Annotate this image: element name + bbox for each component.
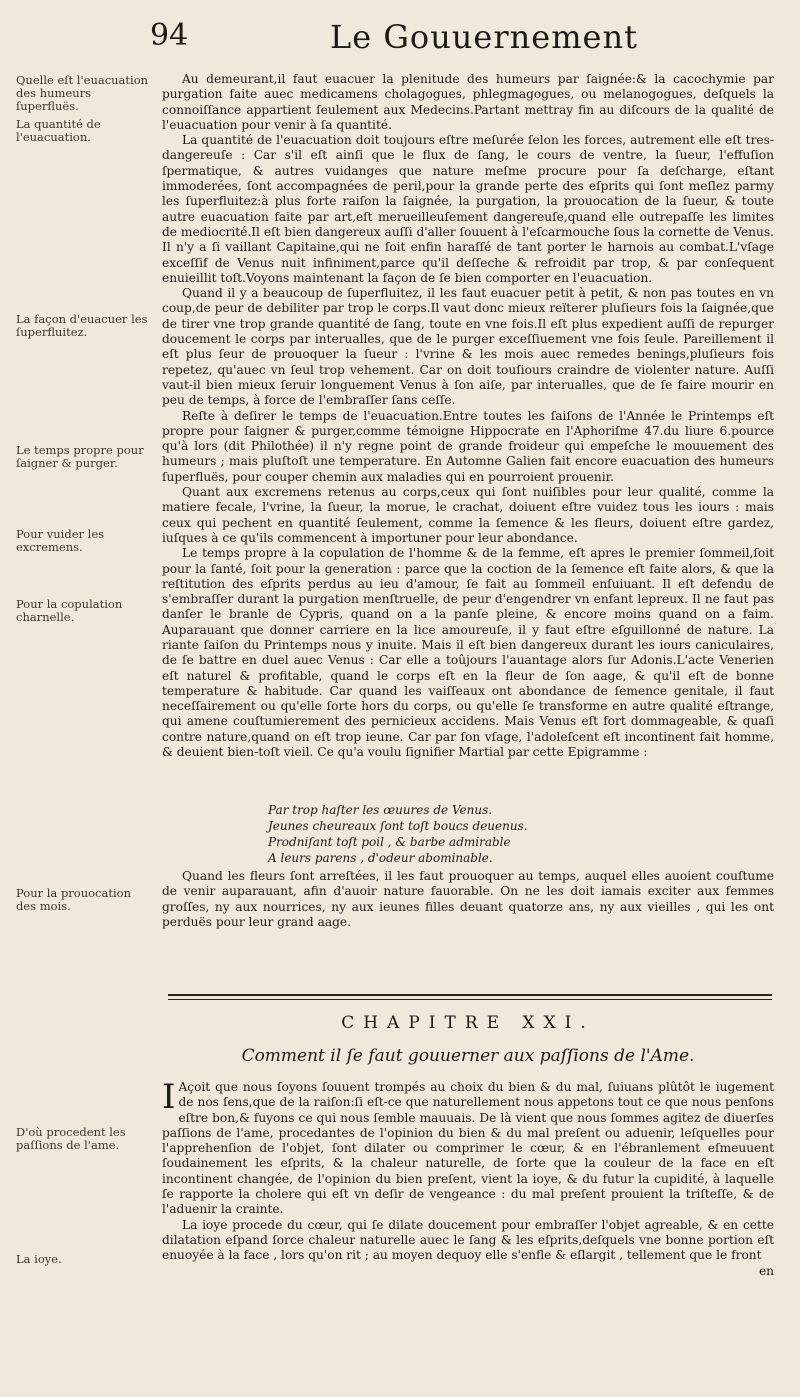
verse-line: A leurs parens , d'odeur abominable. <box>268 851 493 865</box>
margin-note: Pour vuider les excremens. <box>16 527 105 554</box>
chapter-heading: CHAPITRE XXI. <box>341 1013 595 1033</box>
verse-line: Par trop haſter les œuures de Venus. <box>268 803 493 817</box>
running-title: Le Gouuernement <box>330 18 638 56</box>
catchword: en <box>758 1263 774 1278</box>
margin-note: La ioye. <box>16 1252 62 1266</box>
margin-note: D'où procedent les paſſions de l'ame. <box>16 1125 126 1152</box>
paragraph: Le temps propre à la copulation de l'homme & de la femme, eſt apres le premier ſommeil,ſoit pour la ſanté, ſoit pour la generation : parce que la coction de la ſemence eſt faite alors, & que la reſtitution des eſprits perdus au ieu d'amour, ſe fait au ſommeil enſuiuant. Il eſt defendu de s'embraſſer durant la purgation menſtruelle, de peur d'engendrer vn enfant lepreux. Il ne faut pas danſer le branle de Cypris, quand on a la panſe pleine, & encore moins quand on a faim. Auparauant que donner carriere en la lice amoureuſe, il y faut eſtre eſguillonné de nature. La riante ſaiſon du Printemps nous y inuite. Mais il eſt bien dangereux durant les iours caniculaires, de ſe battre en duel auec Venus : Car elle a toûjours l'auantage alors ſur Adonis.L'acte Venerien eſt naturel & profitable, quand le corps eſt en la fleur de ſon aage, & qu'il eſt de bonne temperature & habitude. Car quand les vaiſſeaux ont abondance de ſemence genitale, il faut neceſſairement ou qu'elle ſorte hors du corps, ou qu'elle ſe transforme en autre qualité eſtrange, qui amene couſtumierement des pernicieux accidens. Mais Venus eſt fort dommageable, & quaſi contre nature,quand on eſt trop ieune. Car par ſon vſage, l'adoleſcent eſt incontinent fait homme, & deuient bien-toſt vieil. Ce qu'a voulu ſignifier Martial par cette Epigramme : <box>162 546 774 760</box>
paragraph: Quand les fleurs ſont arreſtées, il les faut prouoquer au temps, auquel elles auoient couſtume de venir auparauant, afin d'auoir nature fauorable. On ne les doit iamais exciter aux femmes groſſes, ny aux nourrices, ny aux ieunes filles deuant quatorze ans, ny aux vieilles , qui les ont perduës pour leur grand aage. <box>162 869 774 929</box>
paragraph: Quant aux excremens retenus au corps,ceux qui ſont nuiſibles pour leur qualité, comme la matiere fecale, l'vrine, la ſueur, la morue, le crachat, doiuent eſtre vuidez tous les iours : mais ceux qui pechent en quantité ſeulement, comme la ſemence & les fleurs, doiuent eſtre gardez, iuſques à ce qu'ils commencent à importuner pour leur abondance. <box>162 485 774 545</box>
page-number: 94 <box>150 18 189 53</box>
margin-note: La façon d'euacuer les ſuperfluitez. <box>16 312 148 339</box>
page-header <box>150 18 790 62</box>
divider-rule-thin <box>168 999 772 1000</box>
margin-note: Quelle eſt l'euacuation des humeurs ſuperfluës. <box>16 73 149 113</box>
divider-rule <box>168 994 772 996</box>
margin-note: Le temps propre pour ſaigner & purger. <box>16 443 144 470</box>
chapter-body <box>162 1077 774 1279</box>
margin-note: La quantité de l'euacuation. <box>16 117 101 144</box>
margin-note: Pour la copulation charnelle. <box>16 597 123 624</box>
paragraph: La ioye procede du cœur, qui ſe dilate doucement pour embraſſer l'objet agreable, & en cette dilatation eſpand ſorce chaleur naturelle auec le ſang & les eſprits,deſquels vne bonne portion eſt enuoyée à la face , lors qu'on rit ; au moyen dequoy elle s'enfle & eſlargit , tellement que le front <box>162 1217 774 1263</box>
verse-line: Jeunes cheureaux ſont toſt boucs deuenus. <box>268 819 528 833</box>
chapter-title: Comment il ſe faut gouuerner aux paſſions de l'Ame. <box>241 1046 695 1066</box>
margin-note: Pour la prouocation des mois. <box>16 886 131 913</box>
paragraph: Au demeurant,il faut euacuer la plenitude des humeurs par ſaignée:& la cacochymie par purgation faite auec medicamens cholagogues, phlegmagogues, ou melanogogues, deſquels la connoiſſance appartient ſeulement aux Medecins.Partant mettray fin au diſcours de la qualité de l'euacuation pour venir à ſa quantité. <box>162 72 774 132</box>
paragraph: La quantité de l'euacuation doit toujours eſtre meſurée ſelon les forces, autrement elle eſt tres-dangereuſe : Car s'il eſt ainſi que le flux de ſang, le cours de ventre, la ſueur, l'effuſion ſpermatique, & autres vuidanges que nature meſme procure pour ſa deſcharge, eſtant immoderées, ſont accompagnées de peril,pour la grande perte des eſprits qui ſont meſlez parmy les ſuperfluitez:à plus forte raiſon la ſaignée, la purgation, la prouocation de la ſueur, & toute autre euacuation faite par art,eſt merueilleuſement dangereuſe,quand elle outrepaſſe les limites de mediocrité.Il eſt bien dangereux auſſi d'aller ſouuent à l'eſcarmouche ſous la cornette de Venus. Il n'y a ſi vaillant Capitaine,qui ne ſoit enfin haraſſé de tant porter le harnois au combat.L'vſage exceſſif de Venus nuit infiniment,parce qu'il deſſeche & refroidit par trop, & par conſequent enuieillit toſt.Voyons maintenant la façon de ſe bien comporter en l'euacuation. <box>162 133 774 285</box>
epigram-verse <box>268 802 688 866</box>
drop-cap: I <box>162 1077 176 1117</box>
body-text <box>162 72 774 760</box>
paragraph: Quand il y a beaucoup de ſuperfluitez, il les faut euacuer petit à petit, & non pas toutes en vn coup,de peur de debiliter par trop le corps.Il vaut donc mieux reïterer pluſieurs fois la ſaignée,que de tirer vne trop grande quantité de ſang, toute en vne fois.Il eſt plus expedient auſſi de repurger doucement le corps par interualles, que de le purger exceſſiuement vne fois ſeule. Pareillement il eſt plus ſeur de prouoquer la ſueur : l'vrine & les mois auec remedes benings,pluſieurs fois repetez, qu'auec vn ſeul trop vehement. Car on doit touſiours craindre de violenter nature. Auſſi vaut-il bien mieux ſeruir longuement Venus à ſon aiſe, par interualles, que de ſe faire mourir en peu de temps, à force de l'embraſſer ſans ceſſe. <box>162 286 774 408</box>
paragraph-text: Açoit que nous ſoyons ſouuent trompés au choix du bien & du mal, ſuiuans plûtôt le iugement de nos ſens,que de la raiſon:ſi eſt-ce que naturellement nous appetons tout ce que nous penſons eſtre bon,& fuyons ce qui nous ſemble mauuais. De là vient que nous ſommes agitez de diuerſes paſſions de l'ame, procedantes de l'opinion du bien & du mal preſent ou aduenir, leſquelles pour l'apprehenſion de l'objet, ſont dilater ou comprimer le cœur, & en l'ébranlement eſmeuuent ſoudainement les eſprits, & la chaleur naturelle, de ſorte que la couleur de la face en eſt incontinent changée, de l'opinion du bien preſent, vient la ioye, & du futur la cupidité, à laquelle ſe rapporte la cholere qui eſt vn deſir de vengeance : du mal preſent prouient la triſteſſe, & de l'aduenir la crainte. <box>162 1080 774 1217</box>
body-text-after-verse <box>162 869 774 930</box>
paragraph: Reſte à deſirer le temps de l'euacuation.Entre toutes les ſaiſons de l'Année le Printemps eſt propre pour ſaigner & purger,comme témoigne Hippocrate en l'Aphoriſme 47.du liure 6.pource qu'à lors (dit Philothée) il n'y regne point de grande froideur qui empeſche le mouuement des humeurs ; mais pluſtoſt une temperature. En Automne Galien fait encore euacuation des humeurs ſuperfluës, pour couper chemin aux maladies qui en pourroient prouenir. <box>162 408 774 484</box>
paragraph <box>162 1077 774 1218</box>
verse-line: Prodniſant toſt poil , & barbe admirable <box>268 835 511 849</box>
